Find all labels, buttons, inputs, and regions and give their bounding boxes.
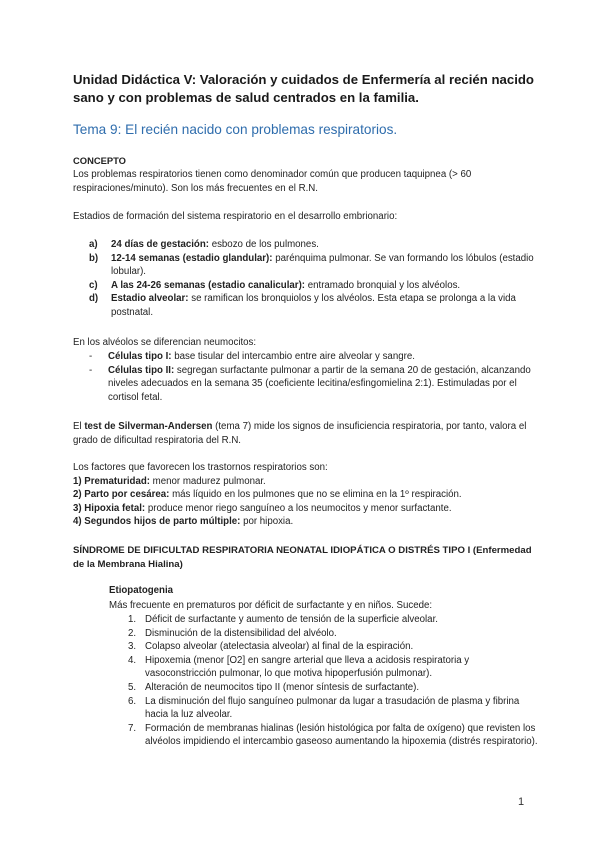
list-marker: b) <box>89 252 99 264</box>
silverman-paragraph <box>73 420 533 447</box>
list-item-text: por hipoxia. <box>240 516 294 528</box>
etiopathogenesis-heading: Etiopatogenia <box>109 585 174 596</box>
list-item <box>89 279 539 293</box>
list-item-text: segregan surfactante pulmonar a partir de la semana 20 de gestación, alcanzando niveles adecuados en la semana 35 (coeficiente lecitina/esfingomielina 2:1). Estimuladas por el cortisol fetal. <box>108 364 531 403</box>
list-item-text: entramado bronquial y los alvéolos. <box>305 279 461 291</box>
list-marker: 4. <box>128 654 137 666</box>
document-title: Unidad Didáctica V: Valoración y cuidados de Enfermería al recién nacido sano y con problemas de salud centrados en la familia. <box>73 72 534 105</box>
list-item-term: 2) Parto por cesárea: <box>73 489 170 501</box>
page-number: 1 <box>518 796 525 808</box>
stages-intro: Estadios de formación del sistema respiratorio en el desarrollo embrionario: <box>73 211 398 222</box>
list-marker: - <box>89 351 93 362</box>
list-marker: - <box>89 364 93 376</box>
list-item <box>89 252 539 279</box>
stages-list <box>89 238 539 320</box>
list-item-text: produce menor riego sanguíneo a los neumocitos y menor surfactante. <box>145 502 452 514</box>
pneumocytes-list <box>89 350 539 404</box>
factors-intro: Los factores que favorecen los trastornos respiratorios son: <box>73 462 328 473</box>
list-item-text: menor madurez pulmonar. <box>149 475 266 487</box>
list-item-text: parénquima pulmonar. Se van formando los lóbulos (estadio lobular). <box>111 252 534 278</box>
list-marker: a) <box>89 239 98 250</box>
list-item <box>73 502 533 516</box>
list-item-text: Formación de membranas hialinas (lesión histológica por falta de oxígeno) que revisten los alvéolos impidiendo el intercambio gaseoso aumentando la hipoxemia (distrés respiratorio). <box>145 722 538 748</box>
list-marker: 1. <box>128 614 137 625</box>
list-item <box>128 627 538 641</box>
list-marker: 6. <box>128 695 137 707</box>
list-item <box>128 681 538 695</box>
pneumocytes-intro: En los alvéolos se diferencian neumocitos: <box>73 337 257 348</box>
list-item <box>89 350 539 364</box>
concept-text: Los problemas respiratorios tienen como denominador común que producen taquipnea (> 60 respiraciones/minuto). Son los más frecuentes en el R.N. <box>73 169 472 194</box>
list-item-text: se ramifican los bronquiolos y los alvéolos. Esta etapa se prolonga a la vida postnatal. <box>111 293 516 318</box>
list-marker: 5. <box>128 681 137 693</box>
list-item-text: esbozo de los pulmones. <box>209 239 319 250</box>
list-item-term: 1) Prematuridad: <box>73 475 150 487</box>
factors-block <box>73 461 533 529</box>
list-item <box>89 364 539 405</box>
list-marker: d) <box>89 293 99 305</box>
list-item-text: Alteración de neumocitos tipo II (menor síntesis de surfactante). <box>145 681 420 693</box>
list-item-term: 12-14 semanas (estadio glandular): <box>111 252 273 264</box>
list-marker: 7. <box>128 722 137 734</box>
list-item-text: La disminución del flujo sanguíneo pulmonar da lugar a trasudación de plasma y fibrina hacia la luz alveolar. <box>145 695 520 721</box>
list-item <box>89 292 539 319</box>
concept-heading: CONCEPTO <box>73 155 126 166</box>
list-item <box>73 515 533 529</box>
list-item-text: Disminución de la distensibilidad del alvéolo. <box>145 627 337 639</box>
list-item <box>128 695 538 722</box>
list-item-term: A las 24-26 semanas (estadio canalicular): <box>111 279 306 291</box>
syndrome-heading: SÍNDROME DE DIFICULTAD RESPIRATORIA NEONATAL IDIOPÁTICA O DISTRÉS TIPO I (Enfermedad de la Membrana Hialina) <box>73 545 532 570</box>
list-item <box>128 613 538 627</box>
list-item <box>73 475 533 489</box>
list-item <box>128 722 538 749</box>
list-item-term: Células tipo I: <box>108 351 172 362</box>
list-item <box>128 640 538 654</box>
etiopathogenesis-list <box>128 613 538 749</box>
silverman-text: (tema 7) mide los signos de insuficiencia respiratoria, por tanto, valora el grado de dificultad respiratoria del R.N. <box>73 421 527 446</box>
list-item <box>89 238 539 252</box>
etiopathogenesis-intro: Más frecuente en prematuros por déficit de surfactante y en niños. Sucede: <box>109 600 433 611</box>
silverman-term: test de Silverman-Andersen <box>84 421 213 432</box>
list-item-term: 4) Segundos hijos de parto múltiple: <box>73 516 241 528</box>
list-item-term: Células tipo II: <box>108 364 175 376</box>
list-item-text: más líquido en los pulmones que no se elimina en la 1º respiración. <box>169 489 462 501</box>
list-marker: c) <box>89 279 98 291</box>
list-item-text: Colapso alveolar (atelectasia alveolar) al final de la espiración. <box>145 641 414 653</box>
list-item-term: 3) Hipoxia fetal: <box>73 502 146 514</box>
silverman-pre: El <box>73 421 85 432</box>
list-item-term: Estadio alveolar: <box>111 293 189 305</box>
list-item-text: base tisular del intercambio entre aire alveolar y sangre. <box>171 351 415 362</box>
list-marker: 3. <box>128 641 137 653</box>
list-item-term: 24 días de gestación: <box>111 239 209 250</box>
list-item-text: Hipoxemia (menor [O2] en sangre arterial que lleva a acidosis respiratoria y vasoconstricción pulmonar, lo que motiva hipoperfusión pulmonar). <box>145 654 470 680</box>
list-item <box>128 654 538 681</box>
list-item <box>73 488 533 502</box>
list-item-text: Déficit de surfactante y aumento de tensión de la superficie alveolar. <box>145 614 438 625</box>
list-marker: 2. <box>128 627 137 639</box>
section-title: Tema 9: El recién nacido con problemas respiratorios. <box>73 122 398 137</box>
